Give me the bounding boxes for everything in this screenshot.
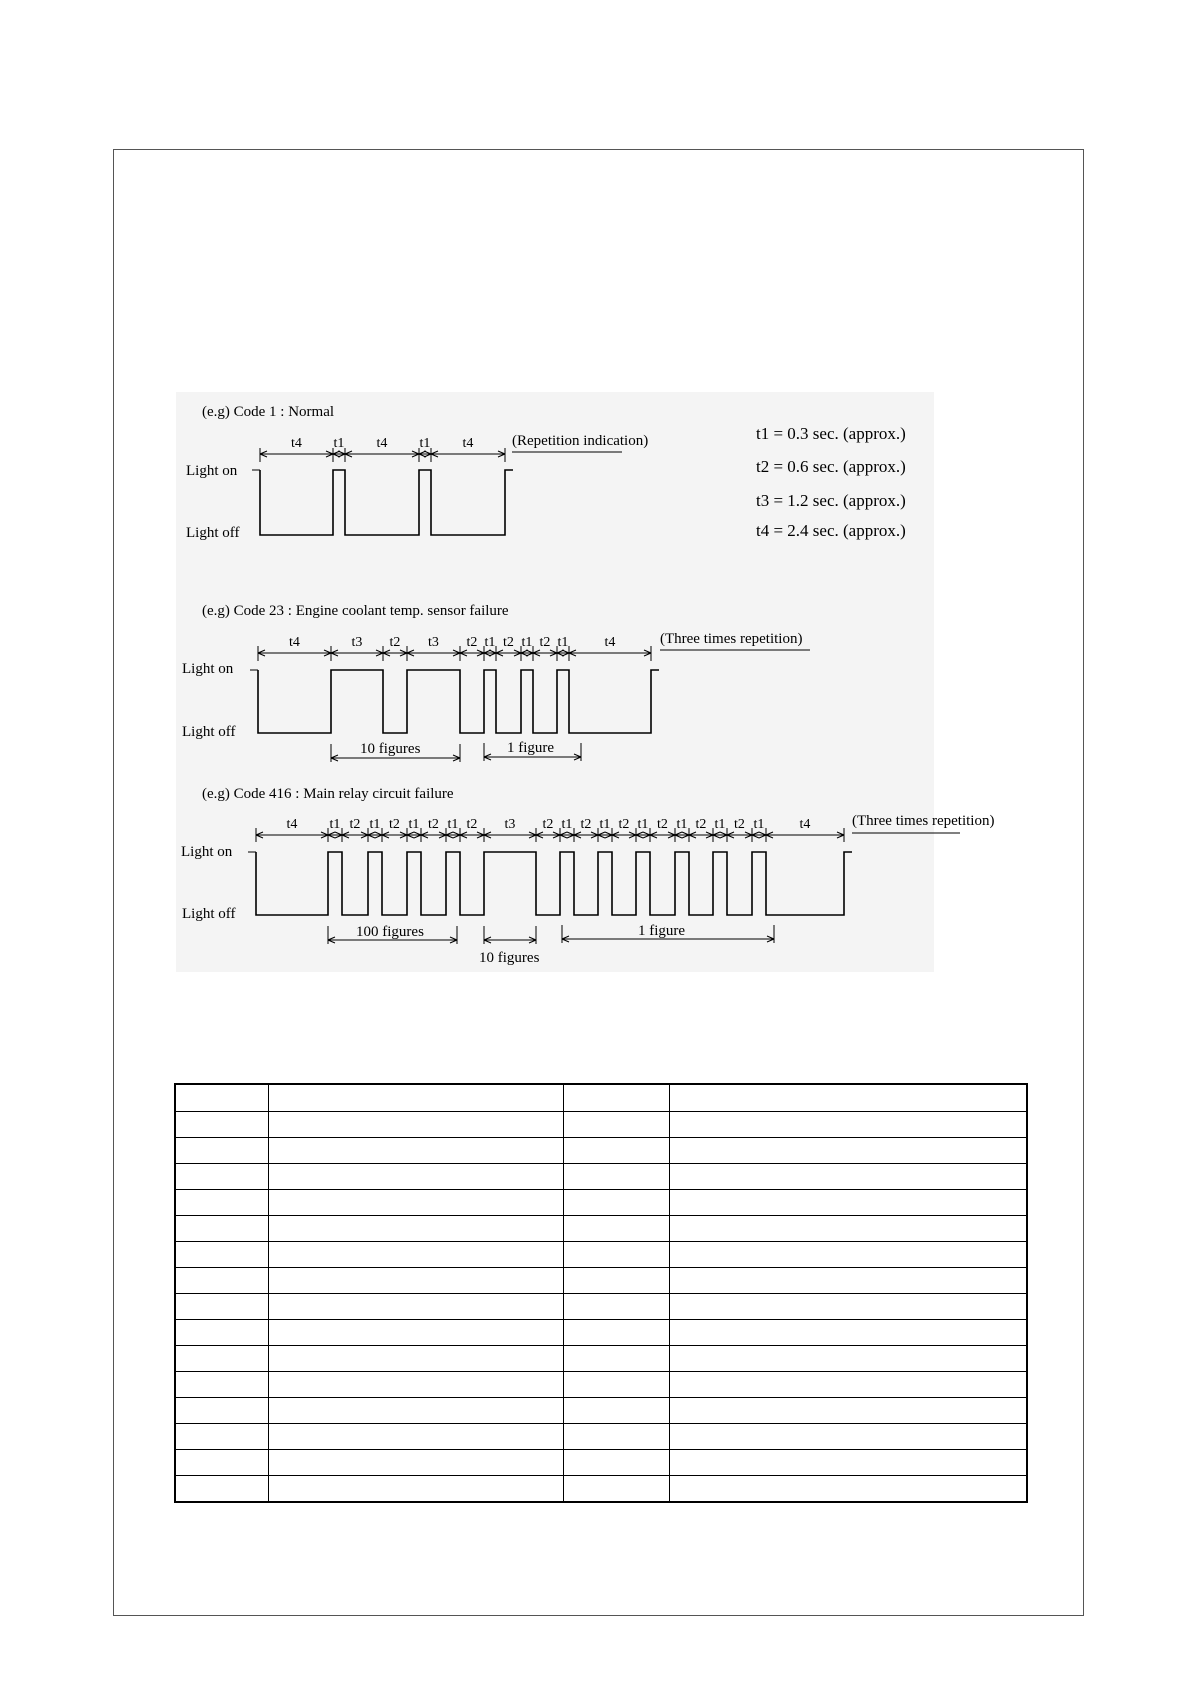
segment-label: t1 xyxy=(599,817,611,832)
segment-label: t3 xyxy=(428,635,439,650)
table-cell xyxy=(268,1476,563,1503)
table-row xyxy=(175,1476,1027,1503)
table-cell xyxy=(669,1112,1027,1138)
table-cell xyxy=(268,1242,563,1268)
table-cell xyxy=(175,1084,268,1112)
code23-light-off: Light off xyxy=(182,724,236,740)
segment-label: t2 xyxy=(349,817,361,832)
table-cell xyxy=(175,1320,268,1346)
segment-label: t2 xyxy=(618,817,630,832)
segment-label: t2 xyxy=(428,817,439,832)
table-cell xyxy=(175,1294,268,1320)
segment-label: t4 xyxy=(604,635,616,650)
table-row xyxy=(175,1294,1027,1320)
table-cell xyxy=(268,1320,563,1346)
table-cell xyxy=(563,1372,669,1398)
code1-light-off: Light off xyxy=(186,525,240,541)
code1-note: (Repetition indication) xyxy=(512,433,649,449)
segment-label: t4 xyxy=(376,436,388,451)
segment-label: t4 xyxy=(289,635,300,650)
table-cell xyxy=(563,1320,669,1346)
table-cell xyxy=(669,1424,1027,1450)
diagram-background xyxy=(176,392,934,972)
segment-label: t2 xyxy=(734,817,745,832)
table-row xyxy=(175,1450,1027,1476)
table-cell xyxy=(175,1398,268,1424)
table-cell xyxy=(268,1164,563,1190)
code23-note: (Three times repetition) xyxy=(660,631,803,647)
table-cell xyxy=(268,1398,563,1424)
table-cell xyxy=(669,1138,1027,1164)
table-cell xyxy=(268,1190,563,1216)
code416-light-on: Light on xyxy=(181,844,233,860)
segment-label: t2 xyxy=(657,817,668,832)
table-cell xyxy=(268,1268,563,1294)
table-cell xyxy=(268,1450,563,1476)
legend-t4: t4 = 2.4 sec. (approx.) xyxy=(756,521,906,540)
segment-label: t1 xyxy=(637,817,649,832)
table-cell xyxy=(669,1242,1027,1268)
code23-group-1: 1 figure xyxy=(507,740,555,756)
table-row xyxy=(175,1320,1027,1346)
code23-title: (e.g) Code 23 : Engine coolant temp. sensor failure xyxy=(202,603,509,619)
table-row xyxy=(175,1216,1027,1242)
segment-label: t4 xyxy=(291,436,302,451)
segment-label: t2 xyxy=(542,817,554,832)
table-cell xyxy=(175,1476,268,1503)
table-cell xyxy=(175,1138,268,1164)
segment-label: t1 xyxy=(329,817,341,832)
segment-label: t1 xyxy=(521,635,533,650)
segment-label: t1 xyxy=(557,635,569,650)
segment-label: t2 xyxy=(389,817,400,832)
segment-label: t1 xyxy=(561,817,573,832)
segment-label: t2 xyxy=(539,635,551,650)
table-cell xyxy=(175,1268,268,1294)
table-cell xyxy=(563,1294,669,1320)
code416-group-1: 1 figure xyxy=(638,923,686,939)
segment-label: t1 xyxy=(676,817,688,832)
table-row xyxy=(175,1346,1027,1372)
table-cell xyxy=(669,1372,1027,1398)
code1-title: (e.g) Code 1 : Normal xyxy=(202,404,335,420)
table-cell xyxy=(175,1190,268,1216)
segment-label: t4 xyxy=(799,817,811,832)
segment-label: t2 xyxy=(580,817,592,832)
table-cell xyxy=(669,1294,1027,1320)
table-cell xyxy=(268,1216,563,1242)
table-cell xyxy=(669,1476,1027,1503)
code416-group-10: 10 figures xyxy=(479,950,540,966)
code416-light-off: Light off xyxy=(182,906,236,922)
legend-t1: t1 = 0.3 sec. (approx.) xyxy=(756,424,906,443)
segment-label: t4 xyxy=(462,436,474,451)
code23-light-on: Light on xyxy=(182,661,234,677)
code416-note: (Three times repetition) xyxy=(852,813,995,829)
table-cell xyxy=(669,1398,1027,1424)
segment-label: t4 xyxy=(286,817,298,832)
segment-label: t2 xyxy=(389,635,401,650)
table-cell xyxy=(175,1372,268,1398)
table-header-row xyxy=(175,1084,1027,1112)
code1-light-on: Light on xyxy=(186,463,238,479)
table-cell xyxy=(268,1138,563,1164)
legend-t3: t3 = 1.2 sec. (approx.) xyxy=(756,491,906,510)
segment-label: t1 xyxy=(484,635,496,650)
table-cell xyxy=(175,1242,268,1268)
table-cell xyxy=(669,1346,1027,1372)
segment-label: t1 xyxy=(369,817,381,832)
table-cell xyxy=(563,1346,669,1372)
code23-group-10: 10 figures xyxy=(360,741,421,757)
table-cell xyxy=(669,1190,1027,1216)
table-cell xyxy=(175,1112,268,1138)
table-cell xyxy=(563,1164,669,1190)
table-cell xyxy=(563,1476,669,1503)
segment-label: t1 xyxy=(333,436,345,451)
segment-label: t2 xyxy=(503,635,514,650)
table-cell xyxy=(563,1112,669,1138)
table-cell xyxy=(268,1372,563,1398)
table-row xyxy=(175,1138,1027,1164)
code416-title: (e.g) Code 416 : Main relay circuit failure xyxy=(202,786,454,802)
table-cell xyxy=(669,1084,1027,1112)
table-cell xyxy=(268,1346,563,1372)
segment-label: t2 xyxy=(466,817,478,832)
table-row xyxy=(175,1112,1027,1138)
table-cell xyxy=(268,1084,563,1112)
table-row xyxy=(175,1164,1027,1190)
segment-label: t1 xyxy=(714,817,726,832)
segment-label: t3 xyxy=(351,635,363,650)
segment-label: t3 xyxy=(504,817,516,832)
table-row xyxy=(175,1372,1027,1398)
segment-label: t1 xyxy=(753,817,765,832)
table-cell xyxy=(563,1242,669,1268)
table-cell xyxy=(268,1294,563,1320)
table-cell xyxy=(563,1190,669,1216)
table-cell xyxy=(669,1450,1027,1476)
table-cell xyxy=(563,1398,669,1424)
table-row xyxy=(175,1398,1027,1424)
table-cell xyxy=(669,1268,1027,1294)
table-cell xyxy=(563,1216,669,1242)
table-cell xyxy=(175,1346,268,1372)
segment-label: t1 xyxy=(408,817,420,832)
table-cell xyxy=(175,1424,268,1450)
segment-label: t1 xyxy=(419,436,431,451)
table-cell xyxy=(268,1424,563,1450)
legend-t2: t2 = 0.6 sec. (approx.) xyxy=(756,457,906,476)
table-row xyxy=(175,1190,1027,1216)
table-cell xyxy=(175,1450,268,1476)
segment-label: t1 xyxy=(447,817,459,832)
table-row xyxy=(175,1268,1027,1294)
table-row xyxy=(175,1424,1027,1450)
table-row xyxy=(175,1242,1027,1268)
table-cell xyxy=(563,1084,669,1112)
code416-group-100: 100 figures xyxy=(356,924,424,940)
table-cell xyxy=(563,1450,669,1476)
table-cell xyxy=(669,1320,1027,1346)
table-cell xyxy=(563,1138,669,1164)
table-cell xyxy=(563,1424,669,1450)
diagnosis-code-table xyxy=(174,1083,1028,1503)
table-cell xyxy=(175,1164,268,1190)
table-cell xyxy=(268,1112,563,1138)
table-cell xyxy=(563,1268,669,1294)
table-cell xyxy=(669,1164,1027,1190)
segment-label: t2 xyxy=(695,817,707,832)
table-cell xyxy=(175,1216,268,1242)
segment-label: t2 xyxy=(466,635,478,650)
table-cell xyxy=(669,1216,1027,1242)
